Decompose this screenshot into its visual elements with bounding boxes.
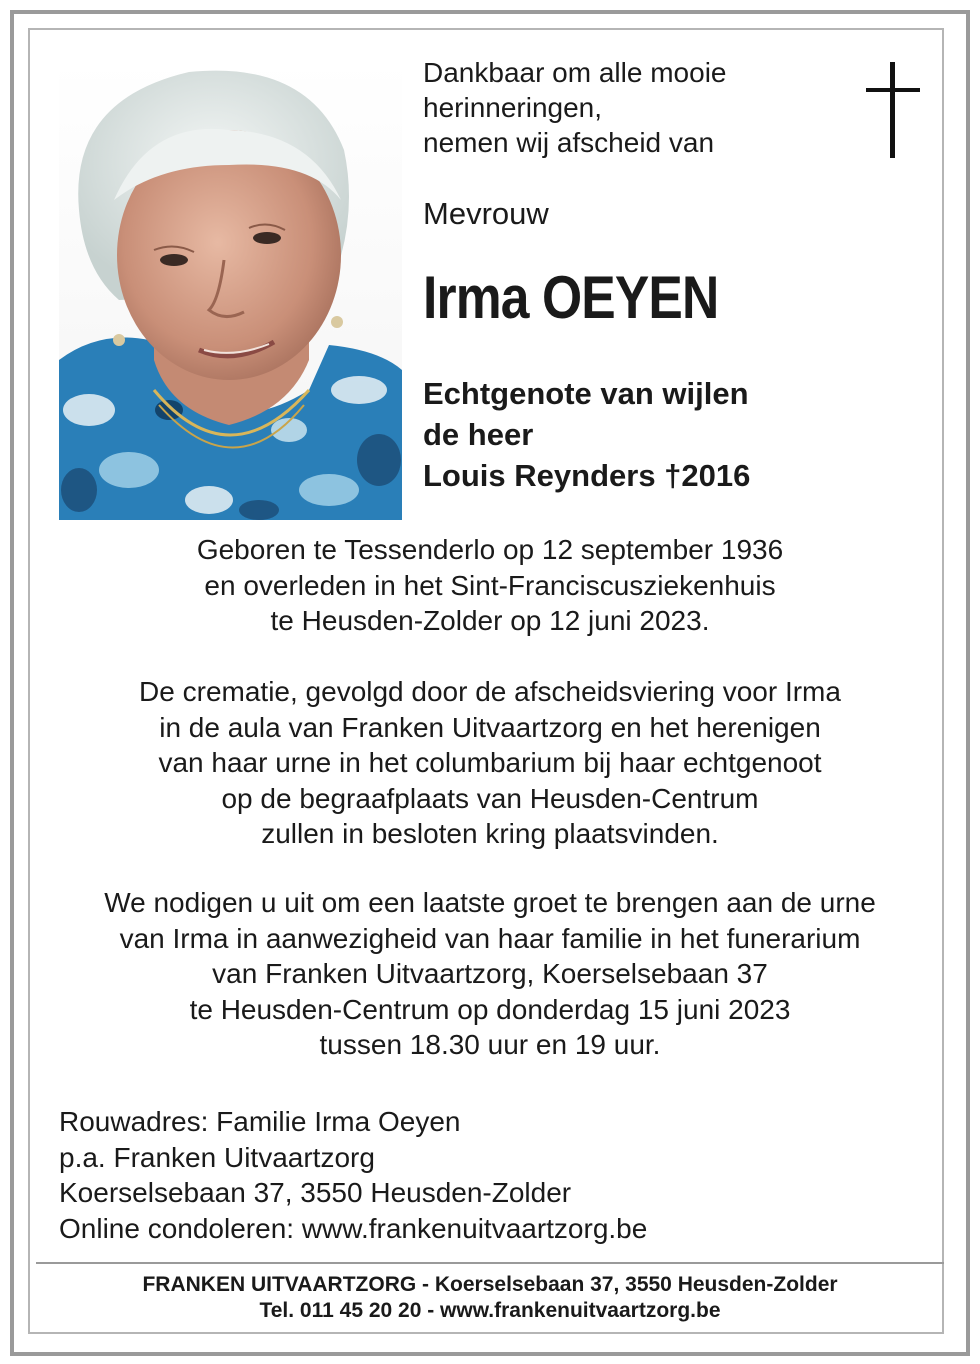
visit-line: te Heusden-Centrum op donderdag 15 juni 2023 <box>189 993 791 1025</box>
birth-line: te Heusden-Zolder op 12 juni 2023. <box>270 605 710 636</box>
spouse-line: de heer <box>423 417 534 452</box>
visitation-text <box>40 885 940 1063</box>
cremation-text <box>40 674 940 852</box>
birth-line: Geboren te Tessenderlo op 12 september 1936 <box>196 534 784 565</box>
visit-line: van Irma in aanwezigheid van haar familie in het funerarium <box>119 922 861 954</box>
address-line: p.a. Franken Uitvaartzorg <box>59 1141 375 1173</box>
intro-text <box>423 55 727 160</box>
cremation-line: in de aula van Franken Uitvaartzorg en het herenigen <box>159 711 821 743</box>
birth-line: en overleden in het Sint-Franciscusziekenhuis <box>204 569 776 601</box>
salutation: Mevrouw <box>423 196 549 231</box>
intro-line: herinneringen, <box>423 92 603 123</box>
cremation-line: De crematie, gevolgd door de afscheidsviering voor Irma <box>139 676 841 707</box>
intro-line: Dankbaar om alle mooie <box>423 57 727 88</box>
deceased-name: Irma OEYEN <box>423 264 719 331</box>
mourning-address <box>59 1104 647 1246</box>
cremation-line: op de begraafplaats van Heusden-Centrum <box>221 782 759 814</box>
footer-divider <box>36 1262 944 1264</box>
spouse-line: Echtgenote van wijlen <box>423 376 749 411</box>
footer-line: Tel. 011 45 20 20 - www.frankenuitvaartzorg.be <box>259 1299 721 1322</box>
address-line: Rouwadres: Familie Irma Oeyen <box>59 1106 461 1137</box>
visit-line: van Franken Uitvaartzorg, Koerselsebaan 37 <box>212 958 768 989</box>
footer-line: FRANKEN UITVAARTZORG - Koerselsebaan 37, 3550 Heusden-Zolder <box>142 1273 838 1296</box>
visit-line: We nodigen u uit om een laatste groet te brengen aan de urne <box>104 887 876 918</box>
cremation-line: zullen in besloten kring plaatsvinden. <box>261 818 719 849</box>
visit-line: tussen 18.30 uur en 19 uur. <box>319 1029 661 1060</box>
portrait-photo <box>59 60 402 520</box>
address-line: Koerselsebaan 37, 3550 Heusden-Zolder <box>59 1177 572 1208</box>
funeral-home-footer <box>40 1272 940 1324</box>
spouse-text <box>423 373 750 496</box>
birth-death-text <box>40 532 940 639</box>
intro-line: nemen wij afscheid van <box>423 127 715 158</box>
cross-icon <box>862 60 924 160</box>
cremation-line: van haar urne in het columbarium bij haar echtgenoot <box>158 747 822 778</box>
condolence-link[interactable]: Online condoleren: www.frankenuitvaartzorg.be <box>59 1212 648 1244</box>
spouse-line: Louis Reynders †2016 <box>423 458 751 493</box>
